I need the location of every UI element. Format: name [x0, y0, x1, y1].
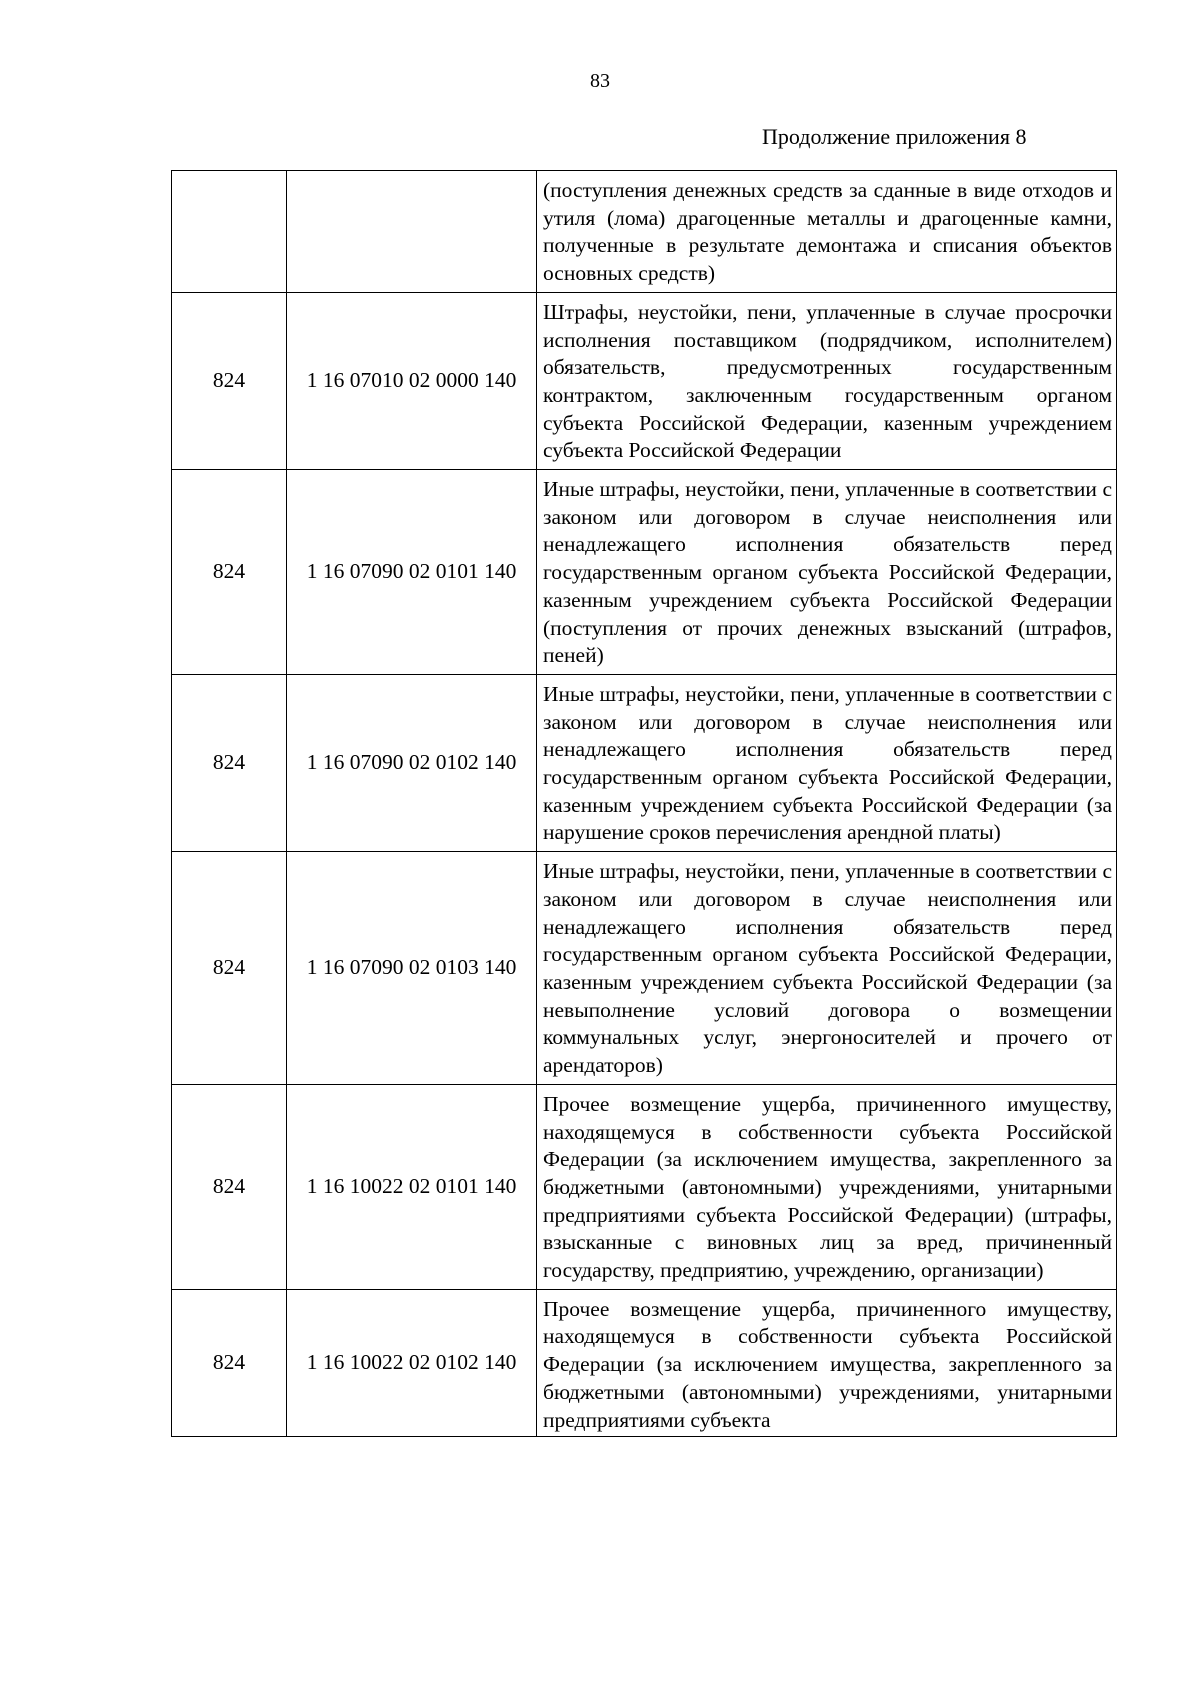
admin-code-cell: [172, 171, 287, 293]
admin-code-cell: 824: [172, 852, 287, 1085]
admin-code-cell: 824: [172, 1289, 287, 1437]
description-cell: Прочее возмещение ущерба, причиненного имуществу, находящемуся в собственности субъекта Российской Федерации (за исключением имущества, закрепленного за бюджетными (автономными) учреждениями, унитарными предприятиями субъекта Российской Федерации) (штрафы, взысканные с виновных лиц за вред, причиненный государству, предприятию, учреждению, организации): [537, 1084, 1117, 1289]
admin-code-cell: 824: [172, 470, 287, 675]
appendix-continuation-note: Продолжение приложения 8: [762, 124, 1027, 149]
description-cell: Прочее возмещение ущерба, причиненного имуществу, находящемуся в собственности субъекта Российской Федерации (за исключением имущества, закрепленного за бюджетными (автономными) учреждениями, унитарными предприятиями субъекта: [537, 1289, 1117, 1437]
kbk-code-cell: [287, 171, 537, 293]
description-cell: (поступления денежных средств за сданные в виде отходов и утиля (лома) драгоценные металлы и драгоценные камни, полученные в результате демонтажа и списания объектов основных средств): [537, 171, 1117, 293]
table-row: [172, 470, 1117, 675]
table-row: [172, 171, 1117, 293]
kbk-code-cell: 1 16 07090 02 0102 140: [287, 674, 537, 851]
table-row: [172, 852, 1117, 1085]
admin-code-cell: 824: [172, 292, 287, 469]
description-cell: Иные штрафы, неустойки, пени, уплаченные в соответствии с законом или договором в случае неисполнения или ненадлежащего исполнения обязательств перед государственным органом субъекта Российской Федерации, казенным учреждением субъекта Российской Федерации (поступления от прочих денежных взысканий (штрафов, пеней): [537, 470, 1117, 675]
kbk-code-cell: 1 16 07010 02 0000 140: [287, 292, 537, 469]
kbk-code-cell: 1 16 07090 02 0101 140: [287, 470, 537, 675]
description-cell: Иные штрафы, неустойки, пени, уплаченные в соответствии с законом или договором в случае неисполнения или ненадлежащего исполнения обязательств перед государственным органом субъекта Российской Федерации, казенным учреждением субъекта Российской Федерации (за нарушение сроков перечисления арендной платы): [537, 674, 1117, 851]
kbk-code-cell: 1 16 10022 02 0102 140: [287, 1289, 537, 1437]
table-row: [172, 674, 1117, 851]
table-row: [172, 1289, 1117, 1437]
income-codes-table: [171, 170, 1117, 1437]
admin-code-cell: 824: [172, 1084, 287, 1289]
description-cell: Штрафы, неустойки, пени, уплаченные в случае просрочки исполнения поставщиком (подрядчиком, исполнителем) обязательств, предусмотренных государственным контрактом, заключенным государственным органом субъекта Российской Федерации, казенным учреждением субъекта Российской Федерации: [537, 292, 1117, 469]
table-row: [172, 292, 1117, 469]
admin-code-cell: 824: [172, 674, 287, 851]
kbk-code-cell: 1 16 07090 02 0103 140: [287, 852, 537, 1085]
page-number: 83: [590, 70, 610, 92]
table-row: [172, 1084, 1117, 1289]
kbk-code-cell: 1 16 10022 02 0101 140: [287, 1084, 537, 1289]
description-cell: Иные штрафы, неустойки, пени, уплаченные в соответствии с законом или договором в случае неисполнения или ненадлежащего исполнения обязательств перед государственным органом субъекта Российской Федерации, казенным учреждением субъекта Российской Федерации (за невыполнение условий договора о возмещении коммунальных услуг, энергоносителей и прочего от арендаторов): [537, 852, 1117, 1085]
